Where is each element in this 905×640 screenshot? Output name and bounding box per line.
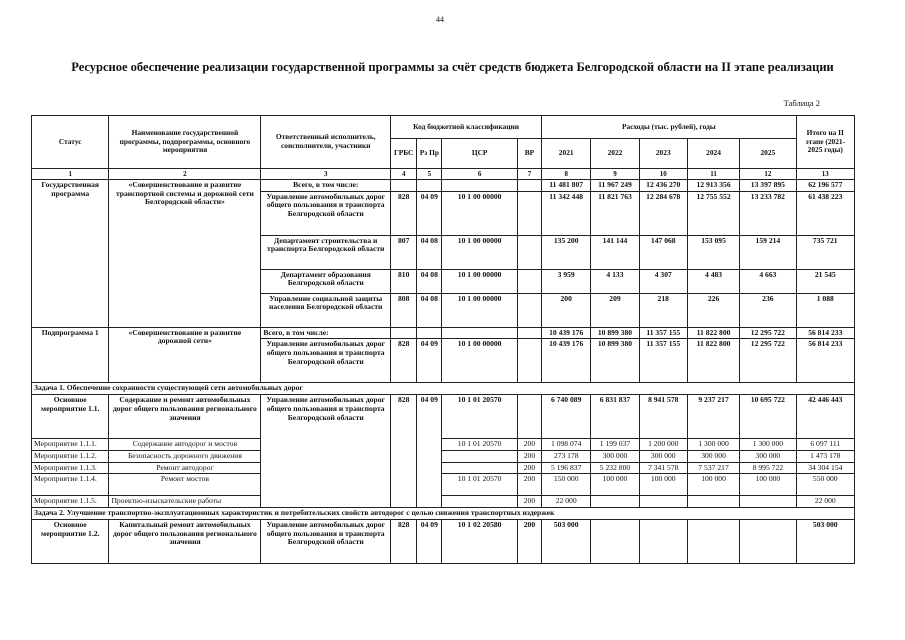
header-total: Итого на II этапе (2021-2025 годы) [796, 116, 854, 169]
value-cell: 1 098 074 [542, 439, 591, 451]
index-cell: 11 [687, 169, 739, 180]
rzpr-cell: 04 09 [417, 395, 442, 508]
status-cell: Подпрограмма 1 [32, 327, 109, 383]
value-cell: 300 000 [639, 450, 687, 462]
value-cell: 100 000 [591, 474, 639, 496]
name-cell: Содержание и ремонт автомобильных дорог общего пользования регионального значения [109, 395, 261, 439]
value-cell: 1 088 [796, 293, 854, 327]
value-cell: 42 446 443 [796, 395, 854, 439]
value-cell: 12 295 722 [740, 339, 796, 383]
value-cell: 10 439 176 [542, 327, 591, 339]
vr-cell: 200 [517, 519, 541, 563]
index-cell: 10 [639, 169, 687, 180]
value-cell: 12 913 356 [687, 180, 739, 192]
value-cell: 5 232 800 [591, 462, 639, 474]
value-cell: 4 133 [591, 269, 639, 293]
value-cell: 11 357 155 [639, 327, 687, 339]
value-cell: 150 000 [542, 474, 591, 496]
index-cell: 12 [740, 169, 796, 180]
header-2023: 2023 [639, 139, 687, 169]
vr-cell: 200 [517, 496, 541, 508]
value-cell [639, 519, 687, 563]
value-cell: 11 822 800 [687, 339, 739, 383]
value-cell: 13 233 782 [740, 191, 796, 235]
table-row [32, 327, 855, 339]
grbs-cell: 828 [391, 395, 417, 508]
value-cell: 100 000 [687, 474, 739, 496]
executor-cell: Управление автомобильных дорог общего пользования и транспорта Белгородской области [261, 395, 391, 508]
executor-cell: Департамент образования Белгородской области [261, 269, 391, 293]
status-cell: Мероприятие 1.1.3. [32, 462, 109, 474]
value-cell: 4 483 [687, 269, 739, 293]
csr-cell: 10 1 00 00000 [442, 235, 517, 269]
value-cell [687, 519, 739, 563]
value-cell: 300 000 [687, 450, 739, 462]
value-cell [740, 496, 796, 508]
value-cell: 1 199 037 [591, 439, 639, 451]
value-cell: 100 000 [740, 474, 796, 496]
header-2025: 2025 [740, 139, 796, 169]
status-cell: Мероприятие 1.1.4. [32, 474, 109, 496]
value-cell: 503 000 [542, 519, 591, 563]
index-cell: 13 [796, 169, 854, 180]
table-row [32, 462, 855, 474]
value-cell: 4 307 [639, 269, 687, 293]
csr-cell: 10 1 01 20570 [442, 474, 517, 496]
grbs-cell: 808 [391, 293, 417, 327]
value-cell: 11 821 763 [591, 191, 639, 235]
index-cell: 5 [417, 169, 442, 180]
status-cell: Основное мероприятие 1.1. [32, 395, 109, 439]
index-cell: 1 [32, 169, 109, 180]
vr-cell: 200 [517, 439, 541, 451]
value-cell: 9 237 217 [687, 395, 739, 439]
value-cell: 4 663 [740, 269, 796, 293]
value-cell: 503 000 [796, 519, 854, 563]
csr-cell: 10 1 00 00000 [442, 339, 517, 383]
index-cell: 8 [542, 169, 591, 180]
header-expenses: Расходы (тыс. рублей), годы [542, 116, 797, 139]
value-cell: 10 899 380 [591, 339, 639, 383]
value-cell: 236 [740, 293, 796, 327]
index-cell: 9 [591, 169, 639, 180]
value-cell: 12 295 722 [740, 327, 796, 339]
value-cell: 218 [639, 293, 687, 327]
status-cell: Мероприятие 1.1.1. [32, 439, 109, 451]
index-cell: 6 [442, 169, 517, 180]
name-cell: «Совершенствование и развитие дорожной сети» [109, 327, 261, 383]
csr-cell: 10 1 00 00000 [442, 293, 517, 327]
value-cell: 21 545 [796, 269, 854, 293]
table-row [32, 395, 855, 439]
header-vr: ВР [517, 139, 541, 169]
table-row [32, 474, 855, 496]
header-2024: 2024 [687, 139, 739, 169]
grbs-cell: 828 [391, 519, 417, 563]
value-cell: 8 941 578 [639, 395, 687, 439]
task-row [32, 508, 855, 520]
name-cell: Содержание автодорог и мостов [109, 439, 261, 451]
value-cell: 34 304 154 [796, 462, 854, 474]
rzpr-cell: 04 08 [417, 293, 442, 327]
index-cell: 2 [109, 169, 261, 180]
status-cell: Основное мероприятие 1.2. [32, 519, 109, 563]
table-row [32, 519, 855, 563]
value-cell: 735 721 [796, 235, 854, 269]
value-cell: 62 196 577 [796, 180, 854, 192]
index-cell: 7 [517, 169, 541, 180]
executor-cell: Управление социальной защиты населения Белгородской области [261, 293, 391, 327]
rzpr-cell: 04 09 [417, 519, 442, 563]
executor-cell: Всего, в том числе: [261, 327, 391, 339]
header-2021: 2021 [542, 139, 591, 169]
name-cell: Проектно-изыскательские работы [109, 496, 261, 508]
index-cell: 3 [261, 169, 391, 180]
executor-cell: Департамент строительства и транспорта Белгородской области [261, 235, 391, 269]
value-cell [687, 496, 739, 508]
column-index-row [32, 169, 855, 180]
rzpr-cell: 04 08 [417, 269, 442, 293]
value-cell: 61 438 223 [796, 191, 854, 235]
value-cell: 56 814 233 [796, 327, 854, 339]
value-cell: 153 095 [687, 235, 739, 269]
value-cell: 10 439 176 [542, 339, 591, 383]
value-cell: 135 200 [542, 235, 591, 269]
header-executor: Ответственный исполнитель, соисполнители, участники [261, 116, 391, 169]
table-note: Таблица 2 [783, 98, 820, 108]
value-cell: 11 357 155 [639, 339, 687, 383]
value-cell: 7 537 217 [687, 462, 739, 474]
executor-cell: Управление автомобильных дорог общего пользования и транспорта Белгородской области [261, 191, 391, 235]
header-csr: ЦСР [442, 139, 517, 169]
value-cell: 300 000 [591, 450, 639, 462]
page-number: 44 [436, 15, 444, 24]
header-status: Статус [32, 116, 109, 169]
value-cell [591, 496, 639, 508]
value-cell: 6 831 837 [591, 395, 639, 439]
value-cell: 13 397 895 [740, 180, 796, 192]
header-grbs: ГРБС [391, 139, 417, 169]
vr-cell: 200 [517, 474, 541, 496]
value-cell: 6 097 111 [796, 439, 854, 451]
header-2022: 2022 [591, 139, 639, 169]
name-cell: Безопасность дорожного движения [109, 450, 261, 462]
value-cell: 159 214 [740, 235, 796, 269]
name-cell: Ремонт мостов [109, 474, 261, 496]
header-row-1 [32, 116, 855, 139]
csr-cell: 10 1 02 20580 [442, 519, 517, 563]
value-cell: 11 342 448 [542, 191, 591, 235]
task-title: Задача 2. Улучшение транспортно-эксплуатационных характеристик и потребительских свойств автодорог с целью снижения транспортных издержек [32, 508, 855, 520]
csr-cell: 10 1 01 20570 [442, 439, 517, 451]
value-cell: 11 967 249 [591, 180, 639, 192]
value-cell: 1 473 178 [796, 450, 854, 462]
value-cell: 300 000 [740, 450, 796, 462]
value-cell: 12 436 270 [639, 180, 687, 192]
table-row [32, 180, 855, 192]
grbs-cell: 807 [391, 235, 417, 269]
value-cell: 6 740 089 [542, 395, 591, 439]
table-row [32, 450, 855, 462]
executor-cell: Всего, в том числе: [261, 180, 391, 192]
index-cell: 4 [391, 169, 417, 180]
value-cell: 56 814 233 [796, 339, 854, 383]
header-rzpr: Рз Пр [417, 139, 442, 169]
csr-cell: 10 1 01 20570 [442, 395, 517, 439]
value-cell: 273 178 [542, 450, 591, 462]
rzpr-cell: 04 09 [417, 191, 442, 235]
value-cell: 147 068 [639, 235, 687, 269]
value-cell: 209 [591, 293, 639, 327]
value-cell: 5 196 837 [542, 462, 591, 474]
value-cell: 7 341 578 [639, 462, 687, 474]
value-cell: 200 [542, 293, 591, 327]
csr-cell: 10 1 00 00000 [442, 269, 517, 293]
resource-table [31, 115, 855, 564]
value-cell: 550 000 [796, 474, 854, 496]
value-cell: 1 300 000 [687, 439, 739, 451]
value-cell [591, 519, 639, 563]
table-row [32, 439, 855, 451]
value-cell: 12 755 552 [687, 191, 739, 235]
value-cell: 10 695 722 [740, 395, 796, 439]
value-cell: 141 144 [591, 235, 639, 269]
value-cell: 22 000 [796, 496, 854, 508]
page-title: Ресурсное обеспечение реализации государственной программы за счёт средств бюджета Белгородской области на II этапе реализации [71, 60, 834, 74]
value-cell: 12 284 678 [639, 191, 687, 235]
header-budget-code: Код бюджетной классификации [391, 116, 542, 139]
name-cell: Ремонт автодорог [109, 462, 261, 474]
vr-cell: 200 [517, 450, 541, 462]
executor-cell: Управление автомобильных дорог общего пользования и транспорта Белгородской области [261, 339, 391, 383]
value-cell: 22 000 [542, 496, 591, 508]
value-cell: 100 000 [639, 474, 687, 496]
value-cell: 1 200 000 [639, 439, 687, 451]
value-cell: 11 481 807 [542, 180, 591, 192]
rzpr-cell: 04 08 [417, 235, 442, 269]
grbs-cell: 828 [391, 339, 417, 383]
value-cell: 3 959 [542, 269, 591, 293]
task-title: Задача 1. Обеспечение сохранности существующей сети автомобильных дорог [32, 383, 855, 395]
value-cell [639, 496, 687, 508]
executor-cell: Управление автомобильных дорог общего пользования и транспорта Белгородской области [261, 519, 391, 563]
value-cell: 226 [687, 293, 739, 327]
name-cell: «Совершенствование и развитие транспортной системы и дорожной сети Белгородской области» [109, 180, 261, 328]
value-cell: 8 995 722 [740, 462, 796, 474]
value-cell [740, 519, 796, 563]
status-cell: Мероприятие 1.1.5. [32, 496, 109, 508]
value-cell: 11 822 800 [687, 327, 739, 339]
status-cell: Государственная программа [32, 180, 109, 328]
value-cell: 10 899 380 [591, 327, 639, 339]
rzpr-cell: 04 09 [417, 339, 442, 383]
status-cell: Мероприятие 1.1.2. [32, 450, 109, 462]
table-row [32, 496, 855, 508]
grbs-cell: 828 [391, 191, 417, 235]
task-row [32, 383, 855, 395]
grbs-cell: 810 [391, 269, 417, 293]
name-cell: Капитальный ремонт автомобильных дорог общего пользования регионального значения [109, 519, 261, 563]
csr-cell: 10 1 00 00000 [442, 191, 517, 235]
value-cell: 1 300 000 [740, 439, 796, 451]
header-name: Наименование государственной программы, подпрограммы, основного мероприятия [109, 116, 261, 169]
vr-cell: 200 [517, 462, 541, 474]
